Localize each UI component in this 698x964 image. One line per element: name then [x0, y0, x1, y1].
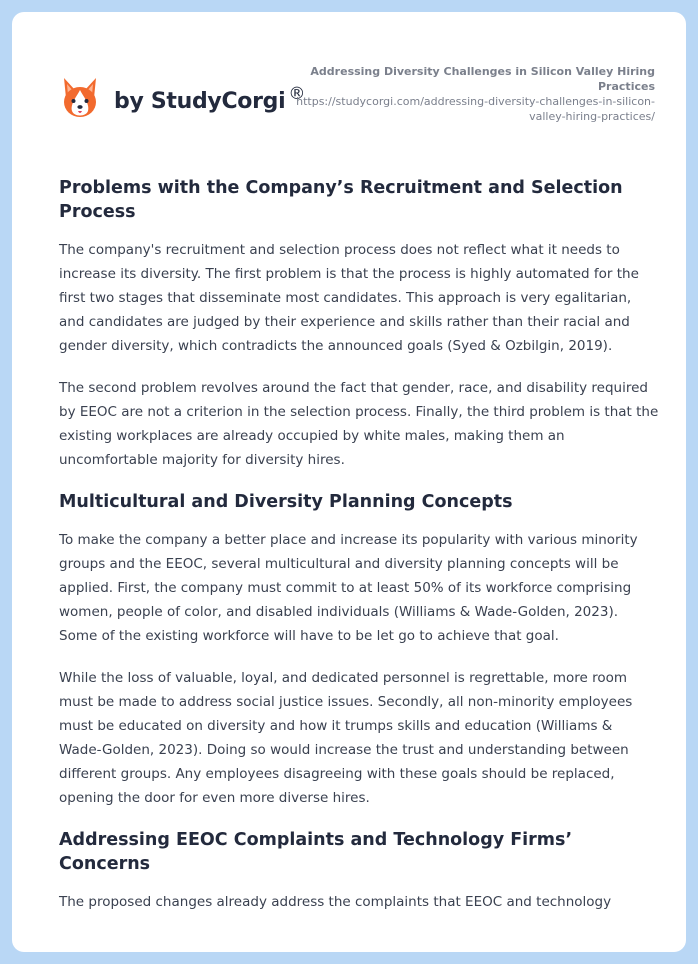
- studycorgi-logo[interactable]: [60, 76, 305, 120]
- section-recruitment-problems: [59, 176, 659, 472]
- paragraph: The proposed changes already address the complaints that EEOC and technology: [59, 894, 612, 910]
- registered-mark: ®: [288, 83, 306, 104]
- logo-wordmark: by StudyCorgi ®: [114, 83, 306, 114]
- document-title: Addressing Diversity Challenges in Silicon Valley Hiring Practices: [310, 65, 655, 93]
- section-heading: Addressing EEOC Complaints and Technology Firms’ Concerns: [59, 830, 573, 874]
- paragraph: To make the company a better place and increase its popularity with various minority groups and the EEOC, several multicultural and diversity planning concepts will be applied. First, the company must commit to at least 50% of its workforce comprising women, people of color, and disabled individuals (Williams & Wade-Golden, 2023). Some of the existing workforce will have to be let go to achieve that goal.: [59, 532, 638, 644]
- section-heading: Multicultural and Diversity Planning Concepts: [59, 492, 513, 512]
- section-heading: Problems with the Company’s Recruitment and Selection Process: [59, 178, 623, 222]
- document-header: [12, 12, 686, 152]
- section-eeoc-complaints: [59, 828, 659, 914]
- paragraph: The second problem revolves around the fact that gender, race, and disability required by EEOC are not a criterion in the selection process. Finally, the third problem is that the existing workplaces are already occupied by white males, making them an uncomfortable majority for diversity hires.: [59, 380, 659, 468]
- document-meta: [295, 65, 655, 124]
- document-body: [59, 176, 659, 932]
- section-diversity-planning: [59, 490, 659, 810]
- document-url[interactable]: https://studycorgi.com/addressing-diversity-challenges-in-silicon-valley-hiring-practices/: [296, 95, 655, 123]
- corgi-logo-icon: [60, 76, 100, 120]
- document-card: [12, 12, 686, 952]
- paragraph: While the loss of valuable, loyal, and dedicated personnel is regrettable, more room must be made to address social justice issues. Secondly, all non-minority employees must be educated on diversity and how it trumps skills and education (Williams & Wade-Golden, 2023). Doing so would increase the trust and understanding between different groups. Any employees disagreeing with these goals should be replaced, opening the door for even more diverse hires.: [59, 670, 633, 806]
- paragraph: The company's recruitment and selection process does not reflect what it needs to increase its diversity. The first problem is that the process is highly automated for the first two stages that disseminate most candidates. This approach is very egalitarian, and candidates are judged by their experience and skills rather than their racial and gender diversity, which contradicts the announced goals (Syed & Ozbilgin, 2019).: [59, 242, 639, 354]
